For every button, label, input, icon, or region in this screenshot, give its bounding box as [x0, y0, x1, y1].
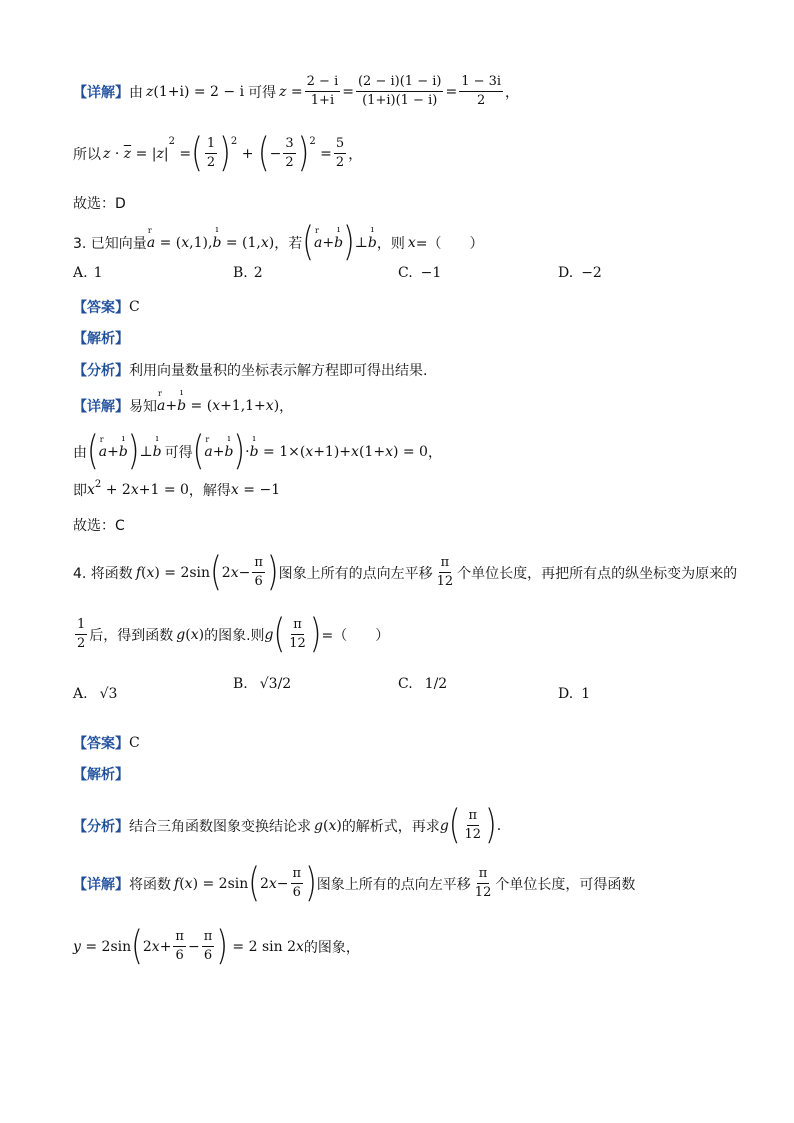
q3-detail-1: 【详解】 易知 r a + ı b = ( x +1,1+ x ) ， — [73, 396, 293, 416]
q4-option-d[interactable]: D. 1 — [558, 686, 591, 702]
q3-analysis-heading: 【解析】 — [73, 331, 129, 347]
q4-detail-2: y = 2sin ( 2 x + $\frac{\pi}{6}$ − $\frac{\pi}{6}$ ) = 2 sin 2 x 的图象， — [73, 922, 360, 970]
q3-stem: 3. 已知向量 r a = ( x ,1), ı b = (1, x ) ，若 ( r a + ı b ) ⊥ ı b ，则 x =（ ） — [73, 228, 484, 258]
q4-answer: 【答案】 C — [73, 735, 140, 752]
detail-line-2: 所以 z · $\overline{z}$ = | z | 2 = ( $\frac{1}{2}$ ) 2 + ( − $\frac{3}{2}$ ) 2 = $\frac{5}{2}$ ， — [73, 129, 363, 177]
q3-choice: 故选：C — [73, 518, 125, 534]
q3-detail-2: 由 ( r a + ı b ) ⊥ ı b 可得 ( r a + ı b ) · ı b = 1×( x +1)+ x (1+ x ) = 0 ， — [73, 437, 442, 467]
q3-answer: 【答案】 C — [73, 299, 140, 316]
detail-tag: 【详解】 — [73, 84, 129, 101]
q4-fenxi: 【分析】 结合三角函数图象变换结论求 g ( x ) 的解析式，再求 g ( $\frac{\pi}{12}$ ) . — [73, 801, 502, 849]
q3-option-c[interactable]: C. −1 — [398, 265, 442, 281]
q3-option-b[interactable]: B. 2 — [233, 265, 263, 281]
q4-option-b[interactable]: B. √3/2 — [233, 676, 292, 692]
q4-stem-1: 4. 将函数 f ( x ) = 2sin ( 2 x − $\frac{\pi}{6}$ ) 图象上所有的点向左平移 $\frac{\pi}{12}$ 个单位长度，再把所有点的纵坐标变为原来的 — [73, 548, 738, 596]
q3-option-d[interactable]: D. −2 — [558, 265, 602, 281]
q4-analysis-heading: 【解析】 — [73, 767, 129, 783]
q3-detail-3: 即 x 2 + 2 x +1 = 0 ，解得 x = −1 — [73, 478, 281, 499]
q3-fenxi: 【分析】 利用向量数量积的坐标表示解方程即可得出结果. — [73, 363, 428, 379]
choice-line: 故选：D — [73, 196, 126, 212]
q4-stem-2: $\frac{1}{2}$ 后，得到函数 g ( x ) 的图象.则 g ( $\frac{\pi}{12}$ ) =（ ） — [77, 610, 390, 658]
q4-detail-1: 【详解】 将函数 f ( x ) = 2sin ( 2 x − $\frac{\pi}{6}$ ) 图象上所有的点向左平移 $\frac{\pi}{12}$ 个单位长度，可得函数 — [73, 859, 636, 907]
q3-option-a[interactable]: A. 1 — [73, 265, 103, 281]
q4-option-c[interactable]: C. 1/2 — [398, 676, 448, 692]
detail-line-1: 【详解】 由 z (1+i) = 2 − i 可得 z = $\frac{2 - i}{1+i}$ = $\frac{(2 - i)(1 - i)}{(1+i)(1 - i)}$ = $\frac{1 - 3i}{2}$ ， — [73, 74, 520, 108]
q4-option-a[interactable]: A. √3 — [73, 686, 118, 702]
